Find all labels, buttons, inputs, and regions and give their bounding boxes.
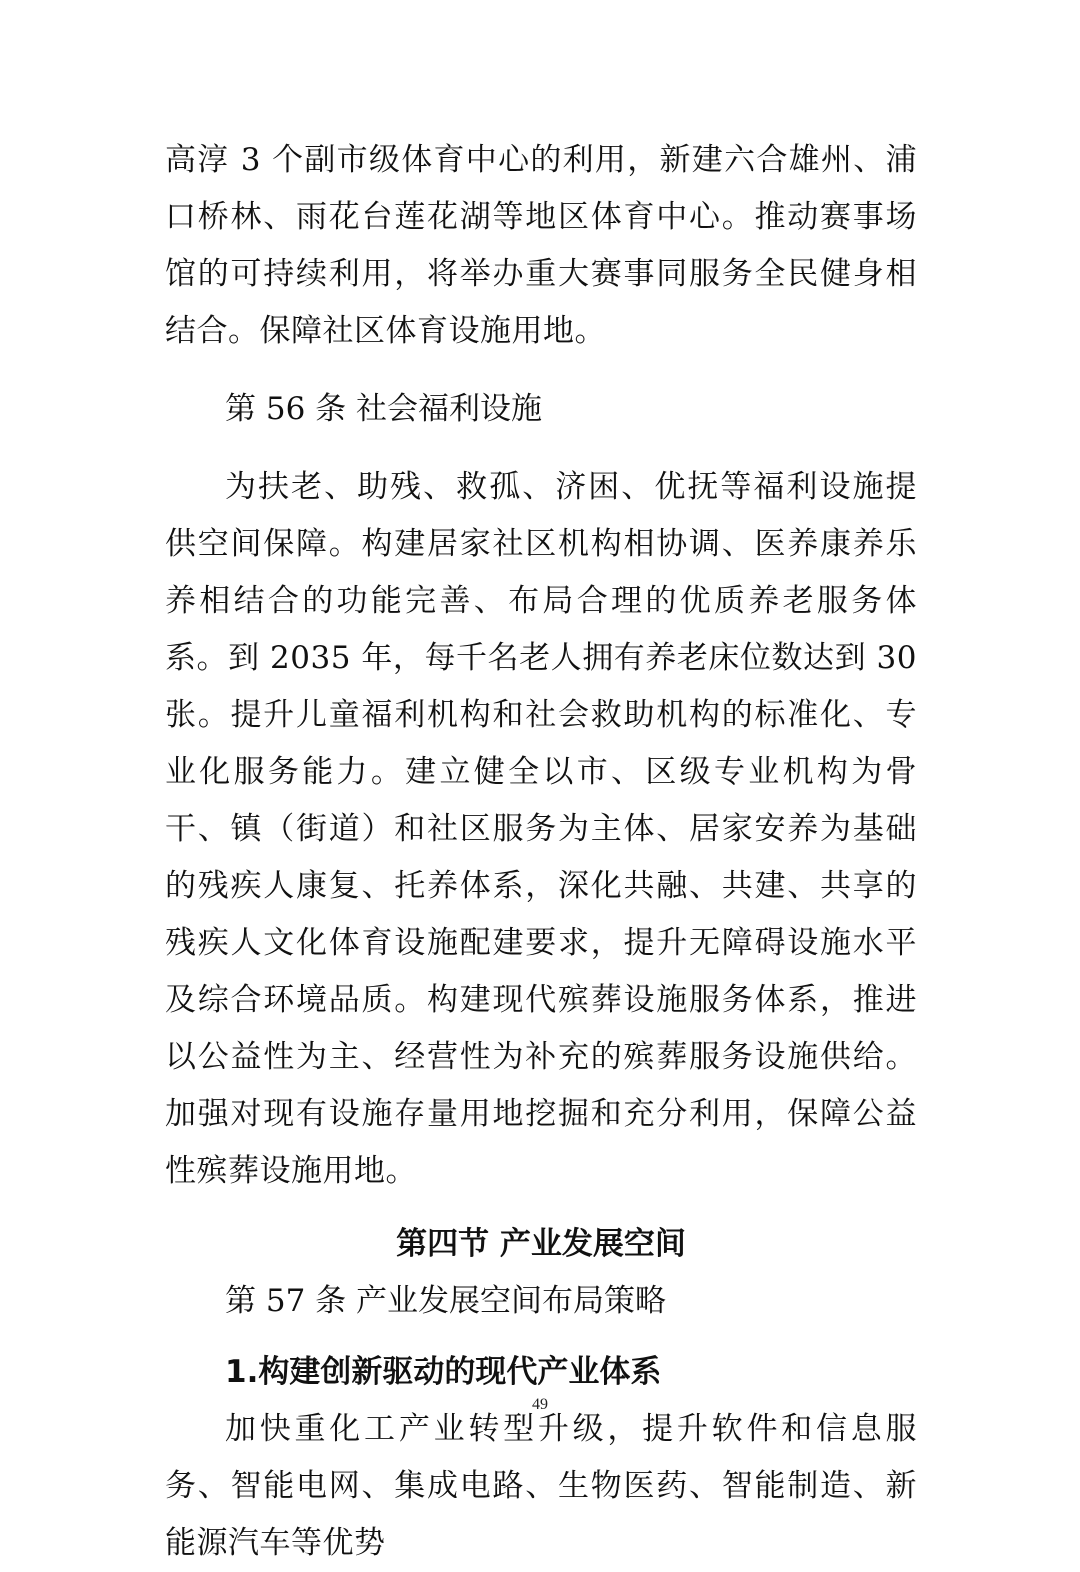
paragraph-industry: 加快重化工产业转型升级，提升软件和信息服务、智能电网、集成电路、生物医药、智能制造、新能源汽车等优势 <box>165 1411 917 1561</box>
paragraph-continuation: 高淳 3 个副市级体育中心的利用，新建六合雄州、浦口桥林、雨花台莲花湖等地区体育中心。推动赛事场馆的可持续利用，将举办重大赛事同服务全民健身相结合。保障社区体育设施用地。 <box>165 142 917 349</box>
section-title: 第四节 产业发展空间 <box>396 1226 686 1262</box>
paragraph-social-welfare: 为扶老、助残、救孤、济困、优抚等福利设施提供空间保障。构建居家社区机构相协调、医养康养乐养相结合的功能完善、布局合理的优质养老服务体系。到 2035 年，每千名老人拥有养老床位数达到 30 张。提升儿童福利机构和社会救助机构的标准化、专业化服务能力。建立健全以市、区级专业机构为骨干、镇（街道）和社区服务为主体、居家安养为基础的残疾人康复、托养体系，深化共融、共建、共享的残疾人文化体育设施配建要求，提升无障碍设施水平及综合环境品质。构建现代殡葬设施服务体系，推进以公益性为主、经营性为补充的殡葬服务设施供给。加强对现有设施存量用地挖掘和充分利用，保障公益性殡葬设施用地。 <box>165 469 917 1189</box>
subsection-heading-1: 1.构建创新驱动的现代产业体系 <box>225 1354 662 1390</box>
article-56-heading: 第 56 条 社会福利设施 <box>225 391 543 427</box>
article-57-heading: 第 57 条 产业发展空间布局策略 <box>225 1283 667 1319</box>
page-content <box>165 132 917 1572</box>
page-number: 49 <box>532 1396 548 1413</box>
